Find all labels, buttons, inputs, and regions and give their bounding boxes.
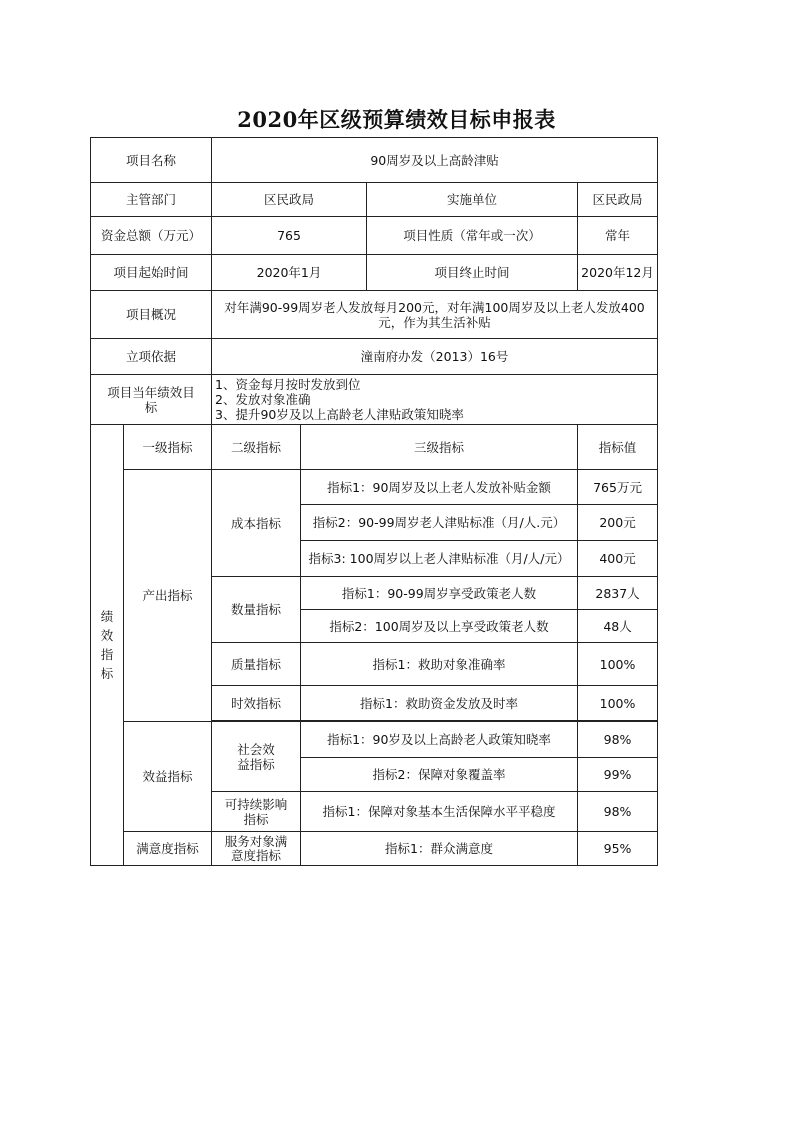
indicator-value: 95% [578, 832, 658, 866]
row-overview [91, 291, 658, 339]
indicator-text: 指标1：90周岁及以上老人发放补贴金额 [301, 470, 578, 505]
project-name-value: 90周岁及以上高龄津贴 [212, 138, 658, 183]
output-label: 产出指标 [124, 470, 212, 722]
indicator-value: 98% [578, 792, 658, 832]
indicator-value: 99% [578, 758, 658, 792]
indicator-value: 2837人 [578, 577, 658, 610]
indicator-value: 400元 [578, 541, 658, 577]
page-title: 2020年区级预算绩效目标申报表 [237, 107, 556, 132]
indicator-value: 765万元 [578, 470, 658, 505]
row-dates [91, 255, 658, 291]
header-level3: 三级指标 [301, 425, 578, 470]
indicator-value: 48人 [578, 610, 658, 643]
indicator-value: 200元 [578, 505, 658, 541]
impl-label: 实施单位 [447, 192, 498, 207]
indicator-text: 指标1：群众满意度 [301, 832, 578, 866]
row-department [91, 183, 658, 217]
header-level2: 二级指标 [212, 425, 301, 470]
fund-value: 765 [212, 217, 367, 254]
perf-section-label [91, 425, 124, 866]
end-value: 2020年12月 [578, 255, 658, 291]
quality-label: 质量指标 [212, 643, 301, 686]
impl-value: 区民政局 [578, 183, 658, 217]
social-label: 社会效益指标 [212, 722, 301, 792]
indicator-value: 98% [578, 722, 658, 758]
nature-label: 项目性质（常年或一次） [403, 228, 541, 243]
perf-header-row [91, 425, 658, 470]
fund-label: 资金总额（万元） [91, 217, 212, 255]
goal-list [212, 375, 658, 425]
header-value: 指标值 [578, 425, 658, 470]
end-label: 项目终止时间 [434, 265, 510, 280]
indicator-text: 指标2：保障对象覆盖率 [301, 758, 578, 792]
project-name-label: 项目名称 [91, 138, 212, 183]
sustain-label: 可持续影响指标 [212, 792, 301, 832]
dept-value: 区民政局 [212, 183, 367, 216]
row-goals [91, 375, 658, 425]
indicator-text: 指标2：90-99周岁老人津贴标准（月/人.元） [301, 505, 578, 541]
overview-label: 项目概况 [91, 291, 212, 339]
header-level1: 一级指标 [124, 425, 212, 470]
perf-section-text: 绩效指标 [100, 609, 114, 681]
budget-performance-table [90, 137, 658, 866]
indicator-value: 100% [578, 643, 658, 686]
satisfaction-label: 满意度指标 [124, 832, 212, 866]
benefit-label: 效益指标 [124, 722, 212, 832]
indicator-text: 指标3: 100周岁以上老人津贴标准（月/人/元） [301, 541, 578, 577]
table-row [91, 722, 658, 758]
indicator-value: 100% [578, 686, 658, 721]
indicator-text: 指标1：保障对象基本生活保障水平平稳度 [301, 792, 578, 832]
goal-item: 2、发放对象准确 [215, 392, 311, 407]
start-label: 项目起始时间 [91, 255, 212, 291]
indicator-text: 指标1：救助资金发放及时率 [301, 686, 578, 721]
row-project-name [91, 138, 658, 183]
start-value: 2020年1月 [212, 255, 367, 290]
indicator-text: 指标1：90岁及以上高龄老人政策知晓率 [301, 722, 578, 758]
dept-label: 主管部门 [91, 183, 212, 217]
overview-value: 对年满90-99周岁老人发放每月200元，对年满100周岁及以上老人发放400元，作为其生活补贴 [212, 291, 658, 339]
indicator-text: 指标2：100周岁及以上享受政策老人数 [301, 610, 578, 643]
quantity-label: 数量指标 [212, 577, 301, 643]
row-basis [91, 339, 658, 375]
nature-value: 常年 [578, 217, 658, 255]
service-label: 服务对象满意度指标 [212, 832, 301, 866]
table-row [91, 832, 658, 866]
indicator-text: 指标1：90-99周岁享受政策老人数 [301, 577, 578, 610]
basis-label: 立项依据 [91, 339, 212, 375]
indicator-text: 指标1：救助对象准确率 [301, 643, 578, 686]
row-fund [91, 217, 658, 255]
timeliness-label: 时效指标 [212, 686, 301, 721]
table-row [91, 470, 658, 505]
goal-item: 1、资金每月按时发放到位 [215, 377, 361, 392]
goal-item: 3、提升90岁及以上高龄老人津贴政策知晓率 [215, 407, 464, 422]
goal-label: 项目当年绩效目标 [91, 375, 212, 425]
cost-label: 成本指标 [212, 470, 301, 577]
basis-value: 潼南府办发（2013）16号 [212, 339, 658, 375]
